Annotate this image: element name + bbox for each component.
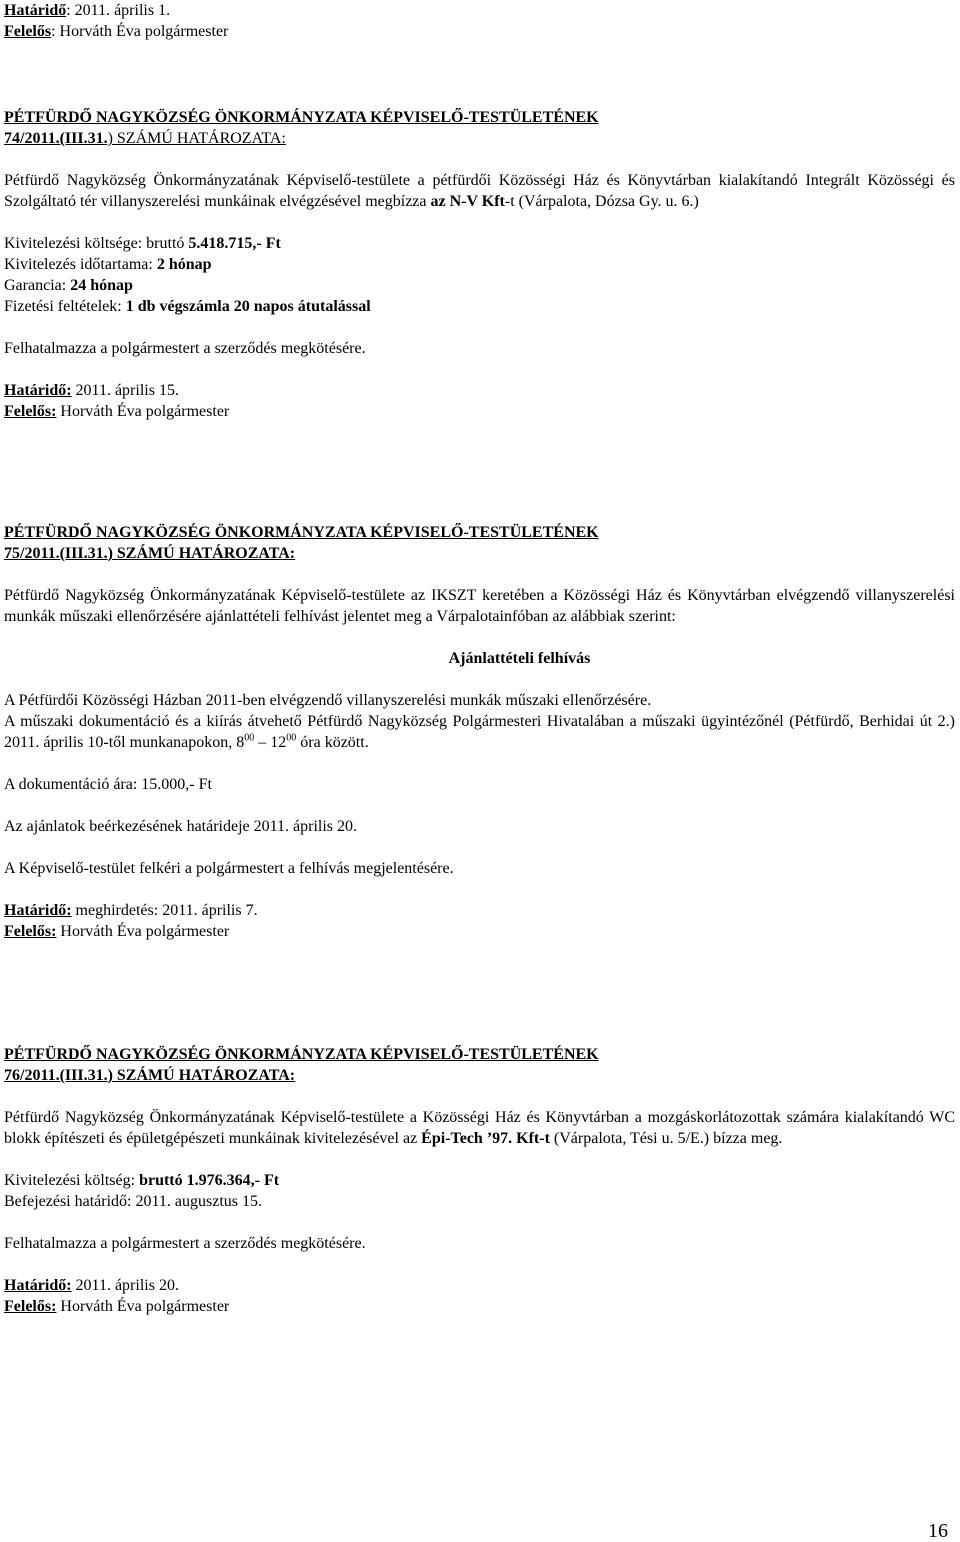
authorization-line: Felhatalmazza a polgármestert a szerződés megkötésére. [4,340,366,357]
bid-deadline: Az ajánlatok beérkezésének határideje 2011. április 20. [4,818,358,835]
responsible-label: Felelős: [4,1298,57,1315]
deadline-value: meghirdetés: 2011. április 7. [71,902,258,919]
cost-line: Kivitelezési költség: bruttó 1.976.364,- Ft [4,1172,280,1189]
responsible-label: Felelős [4,23,52,40]
deadline-label: Határidő: [4,382,72,399]
completion-line: Befejezési határidő: 2011. augusztus 15. [4,1193,262,1210]
call-title: Ajánlattételi felhívás [448,650,591,667]
resolution-body: Pétfürdő Nagyközség Önkormányzatának Képviselő-testülete az IKSZT keretében a Közösségi Ház és Könyvtárban elvégzendő villanyszerelési munkák műszaki ellenőrzésére ajánlattételi felhívást jelentet meg a Várpalotainfóban az alábbiak szerint: [4,587,955,625]
payment-line: Fizetési feltételek: 1 db végszámla 20 napos átutalással [4,298,371,315]
duration-line: Kivitelezés időtartama: 2 hónap [4,256,212,273]
resolution-heading: PÉTFÜRDŐ NAGYKÖZSÉG ÖNKORMÁNYZATA KÉPVISELŐ-TESTÜLETÉNEK [4,1046,599,1063]
cost-line: Kivitelezési költsége: bruttó 5.418.715,- Ft [4,235,281,252]
resolution-number: 74/2011.(III.31.) SZÁMÚ HATÁROZATA: [4,130,286,147]
deadline-value: 2011. április 15. [71,382,179,399]
responsible-value: Horváth Éva polgármester [56,1298,230,1315]
resolution-body: Pétfürdő Nagyközség Önkormányzatának Képviselő-testülete a pétfürdői Közösségi Ház és Könyvtárban kialakítandó Integrált Közösségi és Szolgáltató tér villanyszerelési munkáinak elvégzésével megbízza az N-V Kft-t (Várpalota, Dózsa Gy. u. 6.) [4,172,955,210]
responsible-value: Horváth Éva polgármester [56,403,230,420]
warranty-line: Garancia: 24 hónap [4,277,133,294]
request-line: A Képviselő-testület felkéri a polgármestert a felhívás megjelentésére. [4,860,454,877]
deadline-label: Határidő: [4,1277,72,1294]
resolution-heading: PÉTFÜRDŐ NAGYKÖZSÉG ÖNKORMÁNYZATA KÉPVISELŐ-TESTÜLETÉNEK [4,109,599,126]
resolution-heading: PÉTFÜRDŐ NAGYKÖZSÉG ÖNKORMÁNYZATA KÉPVISELŐ-TESTÜLETÉNEK [4,524,599,541]
call-line: A műszaki dokumentáció és a kiírás átvehető Pétfürdő Nagyközség Polgármesteri Hivatalában a műszaki ügyintézőnél (Pétfürdő, Berhidai út 2.) 2011. április 10-től munkanapokon, $8^{00} - 12^{00}$ óra között. [4,713,955,751]
resolution-number: 76/2011.(III.31.) SZÁMÚ HATÁROZATA: [4,1067,296,1084]
document-price: A dokumentáció ára: 15.000,- Ft [4,776,212,793]
resolution-number: 75/2011.(III.31.) SZÁMÚ HATÁROZATA: [4,545,296,562]
deadline-label: Határidő [4,2,67,19]
resolution-body: Pétfürdő Nagyközség Önkormányzatának Képviselő-testülete a Közösségi Ház és Könyvtárban a mozgáskorlátozottak számára kialakítandó WC blokk építészeti és épületgépészeti munkáinak kivitelezésével az Épi-Tech ’97. Kft-t (Várpalota, Tési u. 5/E.) bízza meg. [4,1109,955,1147]
responsible-value: : Horváth Éva polgármester [51,23,229,40]
deadline-label: Határidő: [4,902,72,919]
page-number: 16 [928,1520,948,1542]
resolution-75 [4,522,955,942]
responsible-label: Felelős: [4,923,57,940]
previous-resolution-tail [4,0,955,42]
deadline-value: : 2011. április 1. [66,2,171,19]
resolution-74 [4,107,955,422]
call-line: A Pétfürdői Közösségi Házban 2011-ben elvégzendő villanyszerelési munkák műszaki ellenőrzésére. [4,692,652,709]
responsible-label: Felelős: [4,403,57,420]
responsible-value: Horváth Éva polgármester [56,923,230,940]
deadline-value: 2011. április 20. [71,1277,179,1294]
authorization-line: Felhatalmazza a polgármestert a szerződés megkötésére. [4,1235,366,1252]
resolution-76 [4,1044,955,1317]
